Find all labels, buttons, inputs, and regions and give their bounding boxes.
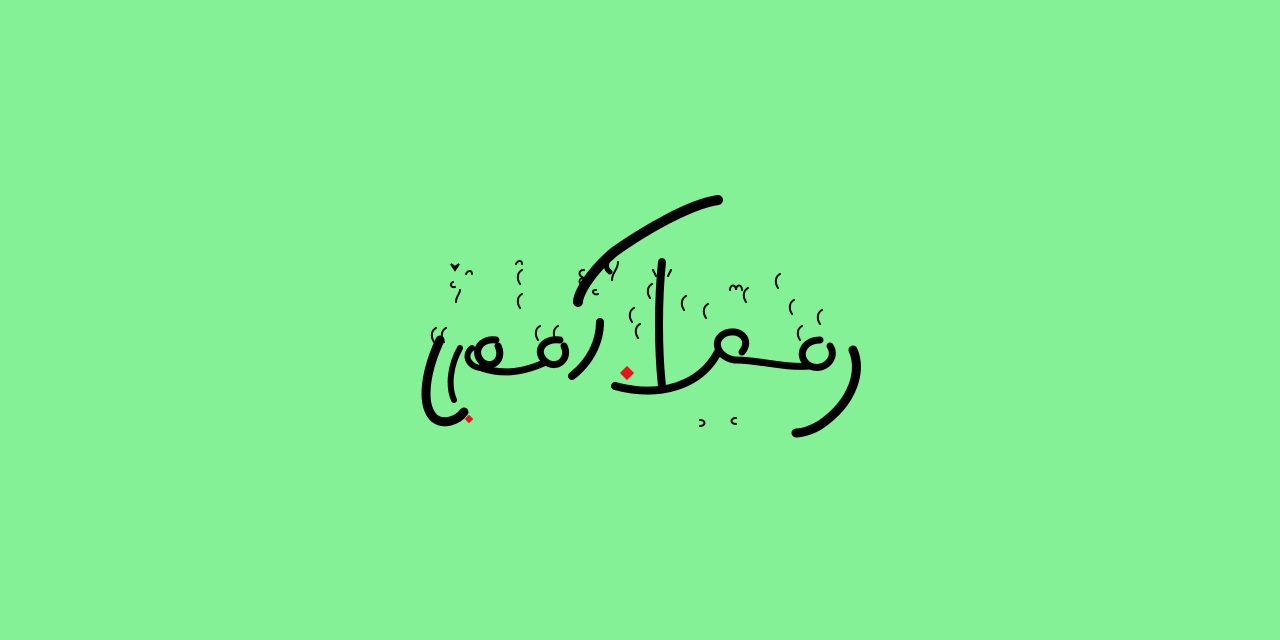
ramadan-kareem-calligraphy xyxy=(400,190,880,450)
accent-dot xyxy=(620,366,634,380)
